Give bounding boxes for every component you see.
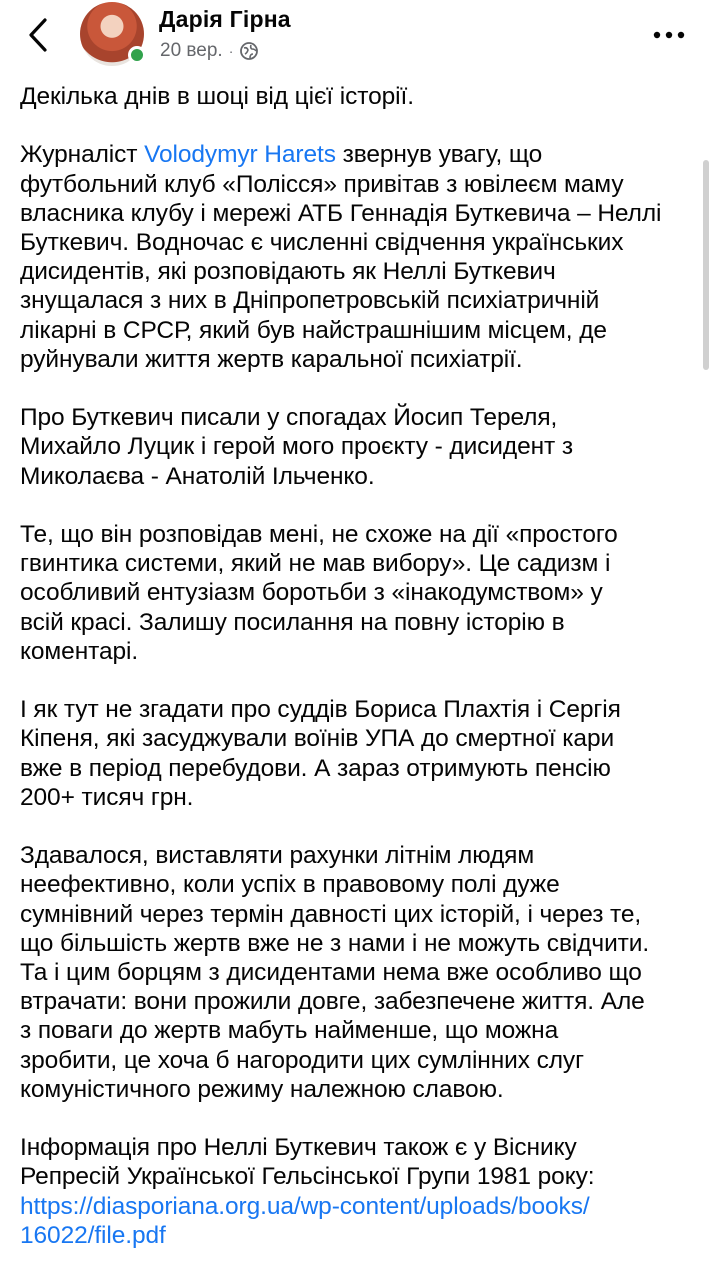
- globe-icon: [239, 41, 259, 61]
- paragraph-4: Те, що він розповідав мені, не схоже на дії «простого гвинтика системи, який не мав вибору». Це садизм і особливий ентузіазм боротьби з «інакодумством» у всій красі. Залишу посилання на повну історію в коментарі.: [20, 521, 618, 665]
- meta-separator: ·: [228, 43, 234, 59]
- more-options-button[interactable]: [651, 20, 687, 50]
- pdf-link-line-1[interactable]: https://diasporiana.org.ua/wp-content/uploads/books/: [20, 1192, 590, 1220]
- author-name[interactable]: Дарія Гірна: [159, 6, 291, 32]
- paragraph-7: Інформація про Неллі Буткевич також є у Віснику Репресій Української Гельсінської Групи 1981 року: https://diasporiana.org.ua/wp-content/uploads/books/ 16022/file.pdf: [20, 1133, 692, 1250]
- paragraph-1: Декілька днів в шоці від цієї історії.: [20, 83, 414, 110]
- more-horizontal-icon: [653, 31, 685, 39]
- mention-link[interactable]: Volodymyr Harets: [144, 141, 336, 169]
- pdf-link-line-2[interactable]: 16022/file.pdf: [20, 1221, 166, 1249]
- post-meta: [160, 40, 259, 62]
- post-body: [20, 82, 692, 1279]
- paragraph-2: Журналіст Volodymyr Harets звернув увагу, що футбольний клуб «Полісся» привітав з ювілеєм маму власника клубу і мережі АТБ Геннадія Буткевича – Неллі Буткевич. Водночас є численні свідчення українських дисидентів, які розповідають як Неллі Буткевич знущалася з них в Дніпропетровській психіатричній лікарні в СРСР, який був найстрашнішим місцем, де руйнували життя жертв каральної психіатрії.: [20, 141, 662, 373]
- post-header: [0, 0, 709, 72]
- paragraph-6: Здавалося, виставляти рахунки літнім людям неефективно, коли успіх в правовому полі дуже сумнівний через термін давності цих історій, і через те, що більшість жертв вже не з нами і не можуть свідчити. Та і цим борцям з дисидентами нема вже особливо що втрачати: вони прожили довге, забезпечене життя. Але з поваги до жертв мабуть найменше, що можна зробити, це хоча б нагородити цих сумлінних слуг комуністичного режиму належною славою.: [20, 842, 650, 1103]
- post-date[interactable]: 20 вер.: [160, 40, 223, 61]
- chevron-left-icon: [27, 17, 49, 53]
- paragraph-5: І як тут не згадати про суддів Бориса Плахтія і Сергія Кіпеня, які засуджували воїнів УПА до смертної кари вже в період перебудови. А зараз отримують пенсію 200+ тисяч грн.: [20, 696, 621, 811]
- online-status-indicator: [128, 46, 146, 64]
- back-button[interactable]: [18, 12, 58, 58]
- paragraph-3: Про Буткевич писали у спогадах Йосип Тереля, Михайло Луцик і герой мого проєкту - дисидент з Миколаєва - Анатолій Ільченко.: [20, 404, 574, 490]
- avatar[interactable]: [80, 2, 144, 66]
- scrollbar[interactable]: [703, 160, 709, 370]
